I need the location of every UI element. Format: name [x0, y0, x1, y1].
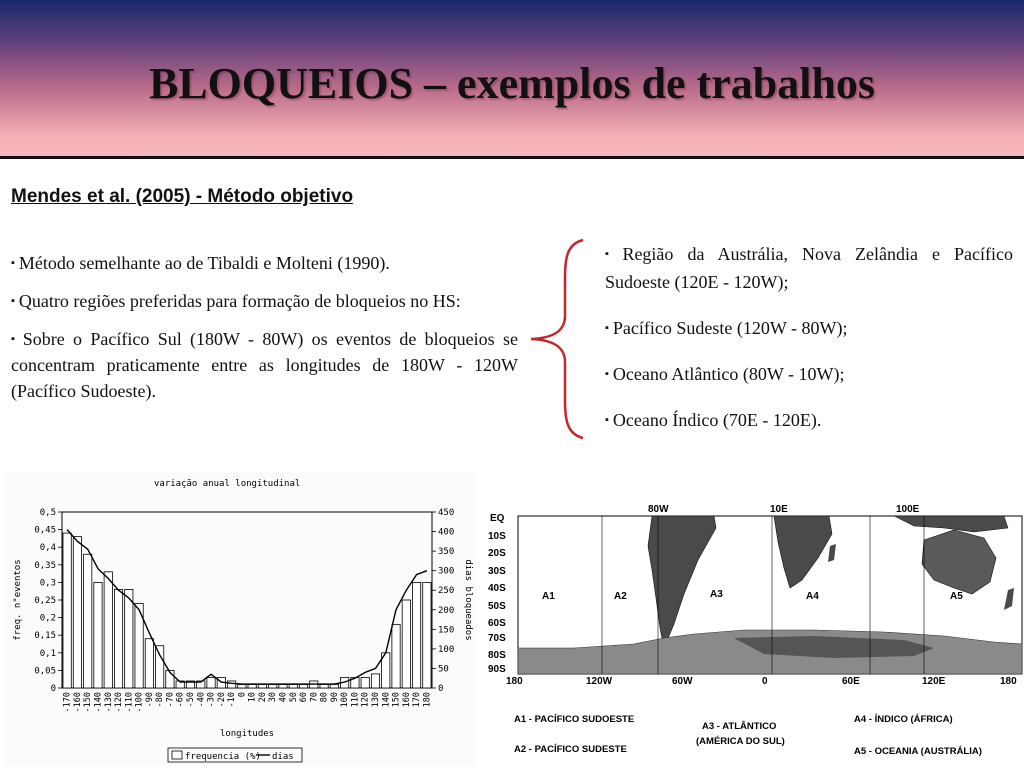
region-label-a4: A4 [806, 591, 819, 602]
lat-label: 30S [488, 566, 506, 577]
x-tick-label: -90 [144, 692, 155, 708]
bar-frequency [125, 589, 133, 688]
bar-frequency [238, 684, 246, 688]
legend-a3-sub: (AMÉRICA DO SUL) [696, 736, 785, 747]
y-tick-label: 0,1 [39, 648, 56, 659]
bar-frequency [279, 684, 287, 688]
curly-brace-icon [525, 238, 587, 440]
bar-frequency [258, 684, 266, 688]
region-label-a2: A2 [614, 591, 627, 602]
bar-frequency [227, 681, 235, 688]
title-divider [0, 156, 1024, 159]
left-bullet-item: ▪ Quatro regiões preferidas para formação de bloqueios no HS: [11, 291, 461, 311]
x-tick-label: -170 [62, 692, 73, 713]
bullet-icon: ▪ [605, 322, 609, 334]
longitudinal-chart [4, 472, 476, 766]
bullet-icon: ▪ [605, 414, 609, 426]
slide-title: BLOQUEIOS – exemplos de trabalhos [148, 59, 876, 108]
y-tick-label: 0,3 [39, 578, 56, 589]
lon-label: 180 [506, 676, 523, 687]
x-tick-label: 130 [371, 692, 382, 708]
bar-frequency [114, 589, 122, 688]
bullet-icon: ▪ [605, 248, 619, 260]
y2-axis-label: dias bloqueados [463, 559, 473, 641]
x-tick-label: 170 [412, 692, 423, 708]
bar-frequency [330, 684, 338, 688]
y2-tick-label: 150 [438, 625, 455, 636]
bar-frequency [73, 537, 81, 688]
bullet-icon: ▪ [605, 368, 609, 380]
y2-tick-label: 300 [438, 566, 455, 577]
map-legend [514, 714, 982, 757]
region-label-a1: A1 [542, 591, 555, 602]
right-bullet-item: ▪ Oceano Atlântico (80W - 10W); [605, 364, 845, 384]
x-tick-label: 110 [350, 692, 361, 708]
x-tick-label: 120 [360, 692, 371, 708]
x-tick-label: -40 [196, 692, 207, 708]
bullet-icon: ▪ [11, 295, 15, 307]
legend-label-frequency: frequencia (%) [185, 752, 261, 762]
region-label-a3: A3 [710, 589, 723, 600]
bar-frequency [392, 625, 400, 688]
x-tick-label: 100 [340, 692, 351, 708]
y-tick-label: 0,25 [34, 596, 56, 606]
lon-label: 180 [1000, 676, 1017, 687]
bar-frequency [269, 684, 277, 688]
lon-label: 120E [922, 676, 946, 687]
lon-labels [506, 676, 1017, 687]
x-tick-label: -120 [114, 692, 125, 713]
x-tick-label: -60 [175, 692, 186, 708]
lon-label: 120W [586, 676, 613, 687]
lat-label: 60S [488, 618, 506, 629]
x-tick-label: 90 [329, 692, 340, 703]
bar-frequency [299, 684, 307, 688]
bar-frequency [412, 582, 420, 688]
top-label-10e: 10E [770, 504, 788, 515]
x-axis-label: longitudes [219, 729, 275, 739]
x-tick-label: -80 [155, 692, 166, 708]
legend-label-dias: dias [272, 752, 294, 762]
y2-tick-label: 0 [438, 684, 444, 694]
y-tick-label: 0,4 [39, 543, 56, 554]
x-tick-label: 60 [299, 692, 310, 703]
lat-label: 70S [488, 633, 506, 644]
y-tick-label: 0,2 [39, 613, 56, 624]
left-bullet-item: ▪ Sobre o Pacífico Sul (180W - 80W) os eventos de bloqueios se concentram praticamente entre as longitudes de 180W - 120W (Pacífico Sudoeste). [11, 329, 518, 401]
x-tick-label: 20 [257, 692, 268, 703]
bar-frequency [361, 677, 369, 688]
x-tick-label: 50 [288, 692, 299, 703]
x-tick-label: -140 [93, 692, 104, 713]
right-bullet-item: ▪ Região da Austrália, Nova Zelândia e Pacífico Sudoeste (120E - 120W); [605, 244, 1013, 292]
y2-tick-label: 100 [438, 644, 455, 655]
y-axis-label: freq. n°eventos [13, 559, 23, 641]
bar-frequency [63, 533, 71, 688]
x-tick-label: -110 [124, 692, 135, 713]
y2-tick-label: 400 [438, 527, 455, 538]
x-tick-label: -100 [134, 692, 145, 713]
lon-label: 0 [762, 676, 768, 687]
y2-tick-label: 200 [438, 605, 455, 616]
bar-frequency [156, 646, 164, 688]
x-tick-label: -50 [186, 692, 197, 708]
top-label-80w: 80W [648, 504, 669, 515]
lat-label: 80S [488, 650, 506, 661]
x-tick-label: 80 [319, 692, 330, 703]
legend-a2: A2 - PACÍFICO SUDESTE [514, 744, 627, 755]
x-tick-label: 0 [237, 692, 248, 698]
bar-frequency [207, 677, 215, 688]
legend-a1: A1 - PACÍFICO SUDOESTE [514, 714, 635, 725]
y2-tick-label: 350 [438, 547, 455, 558]
x-tick-label: -150 [83, 692, 94, 713]
slide-subtitle: Mendes et al. (2005) - Método objetivo [11, 186, 354, 207]
lat-label: 50S [488, 601, 506, 612]
right-bullet-list [605, 240, 1013, 452]
lon-label: 60W [672, 676, 693, 687]
y2-tick-label: 450 [438, 508, 455, 518]
bar-frequency [289, 684, 297, 688]
x-tick-label: 70 [309, 692, 320, 703]
x-tick-label: 180 [422, 692, 433, 708]
lat-label: 40S [488, 583, 506, 594]
x-tick-label: -20 [216, 692, 227, 708]
legend-a4: A4 - ÍNDICO (ÁFRICA) [854, 714, 953, 725]
map-svg [484, 498, 1024, 768]
legend-swatch-bar [172, 751, 182, 759]
blocking-regions-map [484, 498, 1024, 768]
y-tick-label: 0,35 [34, 560, 56, 571]
x-tick-label: 30 [268, 692, 279, 703]
x-tick-label: -70 [165, 692, 176, 708]
y-tick-label: 0,05 [34, 666, 56, 677]
legend-a5: A5 - OCEANIA (AUSTRÁLIA) [854, 746, 982, 757]
lat-labels [488, 513, 506, 675]
top-label-100e: 100E [896, 504, 920, 515]
x-tick-label: 150 [391, 692, 402, 708]
bar-frequency [423, 582, 431, 688]
x-tick-label: -160 [72, 692, 83, 713]
x-tick-label: 140 [381, 692, 392, 708]
bar-frequency [145, 639, 153, 688]
chart-svg [4, 472, 476, 766]
y-tick-label: 0,5 [39, 508, 56, 518]
y-tick-label: 0 [50, 684, 56, 694]
bar-frequency [94, 582, 102, 688]
x-tick-label: -130 [103, 692, 114, 713]
bar-frequency [320, 684, 328, 688]
chart-title: variação anual longitudinal [154, 479, 301, 489]
y-tick-label: 0,15 [34, 631, 56, 642]
x-tick-label: 160 [401, 692, 412, 708]
x-tick-label: 40 [278, 692, 289, 703]
y2-tick-label: 250 [438, 586, 455, 597]
y2-tick-label: 50 [438, 664, 449, 675]
right-bullet-item: ▪ Pacífico Sudeste (120W - 80W); [605, 318, 848, 338]
region-label-a5: A5 [950, 591, 963, 602]
lat-label: 10S [488, 531, 506, 542]
bullet-icon: ▪ [11, 333, 19, 345]
bar-frequency [248, 684, 256, 688]
lon-label: 60E [842, 676, 860, 687]
left-bullet-list [11, 250, 518, 416]
x-tick-label: -10 [227, 692, 238, 708]
right-bullet-item: ▪ Oceano Índico (70E - 120E). [605, 410, 822, 430]
lat-label: 20S [488, 548, 506, 559]
lat-label: 90S [488, 664, 506, 675]
x-tick-label: 10 [247, 692, 258, 703]
bar-frequency [402, 600, 410, 688]
bar-frequency [84, 554, 92, 688]
bar-frequency [371, 674, 379, 688]
bullet-icon: ▪ [11, 257, 15, 269]
bar-frequency [104, 572, 112, 688]
legend-a3: A3 - ATLÂNTICO [702, 721, 777, 732]
lat-label: EQ [490, 513, 505, 524]
left-bullet-item: ▪ Método semelhante ao de Tibaldi e Molteni (1990). [11, 253, 390, 273]
x-tick-label: -30 [206, 692, 217, 708]
y-tick-label: 0,45 [34, 525, 56, 536]
